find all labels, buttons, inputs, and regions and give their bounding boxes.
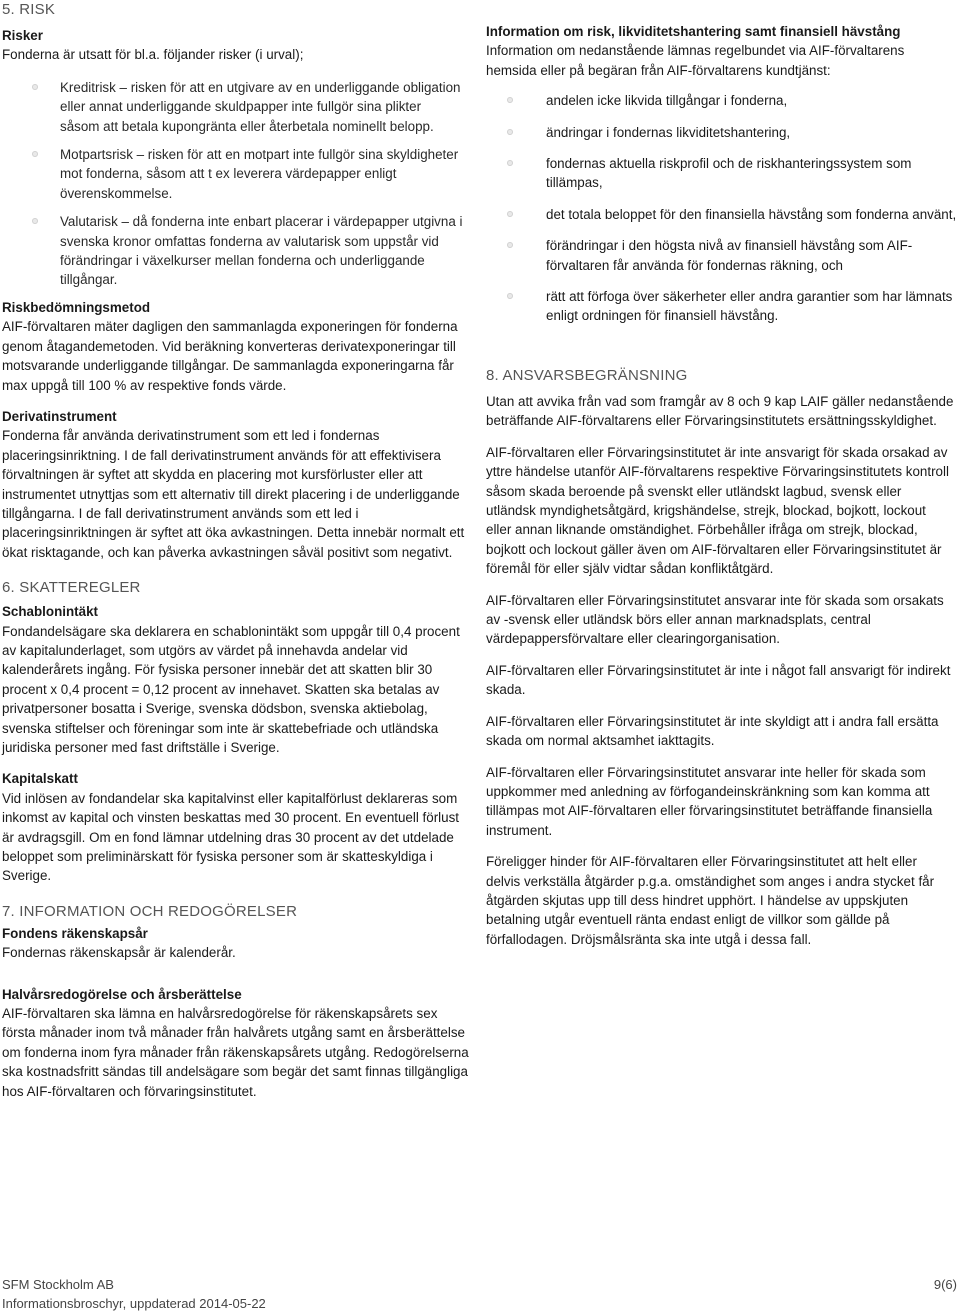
info-list [486, 91, 958, 326]
section-8-title: 8. ANSVARSBEGRÄNSNING [486, 367, 688, 384]
paragraph: AIF-förvaltaren eller Förvaringsinstitutet är inte ansvarigt för skada orsakad av yttre händelse utanför AIF-förvaltarens respektive Förvaringsinstitutets kontroll såsom skada beroende på svenskt eller utländskt lagbud, svensk eller utländsk myndighetsåtgärd, krigshändelse, strejk, blockad, bojkott, lockout eller annan liknande omständighet. Förbehåller ifråga om strejk, blockad, bojkott och lockout gäller även om AIF-förvaltaren eller Förvaringsinstitutet är föremål för eller själv vidtar sådan konfliktåtgärd. [486, 444, 949, 577]
schablon-text: Fondandelsägare ska deklarera en schablonintäkt som uppgår till 0,4 procent av kapitalunderlaget, som utgörs av värdet på innehavda andelar vid kalenderårets ingång. För fysiska personer innebär det att skatten blir 30 procent x 0,4 procent = 0,12 procent av innehavet. Skatten ska betalas av privatpersoner bosatta i Sverige, svenska dödsbon, svenska aktiebolag, svenska stiftelser och föreningar som inte är skattebefriade och utländska juridiska personer med fast driftställe i Sverige. [2, 623, 460, 755]
footer-updated: Informationsbroschyr, uppdaterad 2014-05-22 [2, 1296, 266, 1311]
paragraph: AIF-förvaltaren eller Förvaringsinstitutet ansvarar inte heller för skada som uppkommer med anledning av förfogandeinskränkning som kan komma att tillämpas mot AIF-förvaltaren eller förvaringsinstitutet beträffande finansiella instrument. [486, 764, 933, 838]
derivat-text: Fonderna får använda derivatinstrument som ett led i fondernas placeringsinriktning. I de fall derivatinstrument används för att effektivisera förvaltningen är syftet att skydda en placering mot kursförluster eller att instrumentet utnyttjas som ett alternativ till direkt placering i de underliggande tillgångarna. I de fall derivatinstrument används som ett led i placeringsinriktningen är syftet att öka avkastningen. Detta innebär normalt ett ökat risktagande, och kan påverka avkastningen såväl positivt som negativt. [2, 428, 465, 560]
list-item: förändringar i den högsta nivå av finansiell hävstång som AIF-förvaltaren får använda för fondernas räkning, och [486, 236, 958, 275]
paragraph: Föreligger hinder för AIF-förvaltaren eller Förvaringsinstitutet att helt eller delvis verkställa åtgärder p.g.a. omständighet som anges i andra stycket får åtgärden skjutas upp till dess hindret upphört. I händelse av uppskjuten betalning utgår eventuell ränta endast enligt de villkor som gällde på förfallodagen. Dröjsmålsränta ska inte utgå i dessa fall. [486, 854, 935, 947]
risker-intro: Fonderna är utsatt för bl.a. följander risker (i urval); [2, 47, 304, 63]
paragraph: AIF-förvaltaren eller Förvaringsinstitutet är inte skyldigt att i andra fall ersätta skada om normal aktsamhet iakttagits. [486, 713, 939, 749]
list-item: fondernas aktuella riskprofil och de riskhanteringssystem som tillämpas, [486, 154, 958, 193]
kapitalskatt-heading: Kapitalskatt [2, 771, 78, 787]
list-item: ändringar i fondernas likviditetshantering, [486, 123, 958, 142]
list-item: andelen icke likvida tillgångar i fonderna, [486, 91, 958, 110]
risker-heading: Risker [2, 28, 43, 43]
right-column-upper [486, 22, 958, 326]
schablon-heading: Schablonintäkt [2, 604, 98, 620]
riskbedomning-text: AIF-förvaltaren mäter dagligen den sammanlagda exponeringen för fonderna genom åtagandemetoden. Vid beräkning konverteras derivatexponeringar till motsvarande underliggande tillgångar. De sammanlagda exponeringarna får max uppgå till 100 % av respektive fonds värde. [2, 319, 458, 393]
list-item: Kreditrisk – risken för att en utgivare av en underliggande obligation eller annat underliggande skuldpapper inte fullgör sina plikter såsom att betala kupongränta eller återbetala nominellt belopp. [2, 78, 470, 136]
right-column-lower [486, 366, 954, 961]
info-intro: Information om nedanstående lämnas regelbundet via AIF-förvaltarens hemsida eller på begäran från AIF-förvaltarens kundtjänst: [486, 43, 905, 78]
risk-list [2, 78, 470, 290]
kapitalskatt-text: Vid inlösen av fondandelar ska kapitalvinst eller kapitalförlust deklareras som inkomst av kapital och vinsten beskattas med 30 procent. En eventuell förlust är avdragsgill. Om en fond lämnar utdelning dras 30 procent av det utdelade beloppet som preliminärskatt för fysiska personer som är skatteskyldiga i Sverige. [2, 790, 460, 884]
halvarsredogorelse-text: AIF-förvaltaren ska lämna en halvårsredogörelse för räkenskapsårets sex första månader inom två månader från halvårets utgång samt en årsberättelse om fonderna inom fyra månader från räkenskapsårets utgång. Redogörelserna ska kostnadsfritt sändas till andelsägare som begär det samt finnas tillgängliga hos AIF-förvaltaren och förvaringsinstitutet. [2, 1006, 469, 1099]
paragraph: AIF-förvaltaren eller Förvaringsinstitutet ansvarar inte för skada som orsakats av -svensk eller utländsk börs eller annan marknadsplats, central värdepappersförvaltare eller clearingorganisation. [486, 592, 944, 647]
section-7-title: 7. INFORMATION OCH REDOGÖRELSER [2, 902, 298, 920]
info-heading: Information om risk, likviditetshantering samt finansiell hävstång [486, 24, 901, 39]
footer-company: SFM Stockholm AB [2, 1277, 114, 1292]
page-number: 9(6) [933, 1277, 957, 1292]
rakenskapsar-heading: Fondens räkenskapsår [2, 925, 148, 941]
paragraph: AIF-förvaltaren eller Förvaringsinstitutet är inte i något fall ansvarigt för indirekt skada. [486, 662, 951, 698]
footer [2, 1275, 266, 1313]
section-5-title: 5. RISK [2, 1, 56, 18]
list-item: Motpartsrisk – risken för att en motpart inte fullgör sina skyldigheter mot fonderna, såsom att t ex leverera värdepapper enligt överenskommelse. [2, 145, 470, 203]
rakenskapsar-text: Fondernas räkenskapsår är kalenderår. [2, 945, 236, 961]
riskbedomning-heading: Riskbedömningsmetod [2, 299, 151, 315]
paragraph: Utan att avvika från vad som framgår av 8 och 9 kap LAIF gäller nedanstående beträffande AIF-förvaltarens eller Förvaringsinstitutets ersättningsskyldighet. [486, 394, 954, 429]
list-item: det totala beloppet för den finansiella hävstång som fonderna använt, [486, 205, 958, 224]
left-column [2, 0, 470, 1101]
list-item: Valutarisk – då fonderna inte enbart placerar i värdepapper utgivna i svenska kronor omfattas fonderna av valutarisk som uppstår vid förändringar i växelkurser mellan fonderna och underliggande tillgångar. [2, 212, 470, 290]
derivat-heading: Derivatinstrument [2, 408, 117, 424]
halvarsredogorelse-heading: Halvårsredogörelse och årsberättelse [2, 986, 242, 1002]
list-item: rätt att förfoga över säkerheter eller andra garantier som har lämnats enligt ordningen för finansiell hävstång. [486, 287, 958, 326]
section-6-title: 6. SKATTEREGLER [2, 579, 141, 597]
